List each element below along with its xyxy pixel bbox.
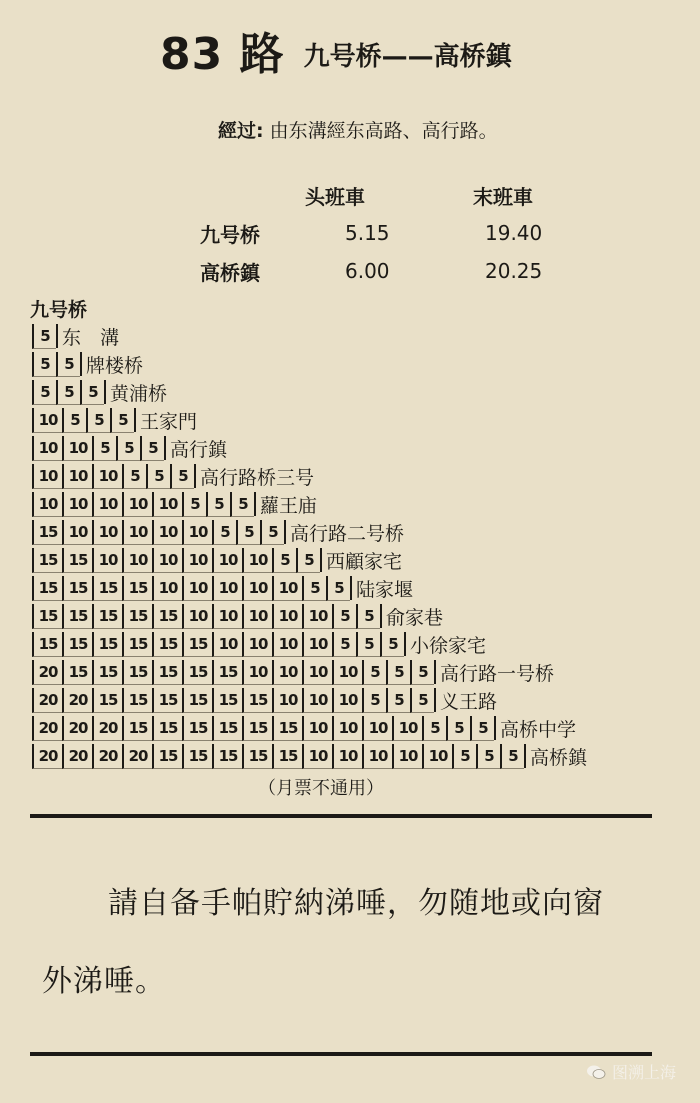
fare-row: [32, 518, 587, 546]
fare-cell: 10: [302, 688, 332, 713]
fare-cell: 10: [302, 632, 332, 657]
fare-cell: 5: [32, 324, 56, 349]
fare-stop-name: 义王路: [434, 688, 497, 712]
fare-cell: 5: [62, 408, 86, 433]
fare-cell: 10: [272, 688, 302, 713]
fare-row: [32, 602, 587, 630]
fare-row: [32, 714, 587, 742]
fare-cell: 10: [332, 660, 362, 685]
fare-cell: 10: [152, 520, 182, 545]
fare-cell: 10: [122, 520, 152, 545]
fare-cell: 10: [92, 520, 122, 545]
route-number: 83 路: [160, 29, 285, 80]
fare-cell: 15: [62, 632, 92, 657]
fare-row: [32, 574, 587, 602]
fare-cell: 10: [242, 604, 272, 629]
fare-cell: 10: [212, 632, 242, 657]
fare-cell: 5: [206, 492, 230, 517]
fare-cell: 5: [56, 380, 80, 405]
last-bus-time: 19.40: [485, 221, 543, 245]
fare-cell: 10: [182, 576, 212, 601]
fare-cell: 5: [356, 632, 380, 657]
first-bus-time: 5.15: [345, 221, 390, 245]
fare-cell: 5: [140, 436, 164, 461]
fare-cell: 10: [212, 548, 242, 573]
fare-cell: 15: [182, 660, 212, 685]
fare-cell: 10: [242, 548, 272, 573]
fare-cell: 15: [122, 716, 152, 741]
fare-stop-name: 俞家巷: [380, 604, 443, 628]
fare-cell: 5: [56, 352, 80, 377]
fare-cell: 10: [362, 744, 392, 769]
schedule-row: [200, 214, 595, 252]
fare-cell: 5: [122, 464, 146, 489]
watermark-text: 图溯上海: [611, 1063, 676, 1082]
fare-cell: 5: [116, 436, 140, 461]
fare-cell: 10: [62, 464, 92, 489]
fare-cell: 5: [212, 520, 236, 545]
fare-cell: 10: [242, 632, 272, 657]
fare-row: [32, 658, 587, 686]
schedule-stop: 高桥鎮: [200, 260, 260, 285]
fare-cell: 15: [62, 548, 92, 573]
fare-cell: 10: [32, 436, 62, 461]
fare-cell: 10: [302, 716, 332, 741]
fare-stop-name: 黄浦桥: [104, 380, 167, 404]
fare-cell: 15: [182, 688, 212, 713]
fare-start-stop: 九号桥: [30, 299, 88, 321]
fare-cell: 5: [296, 548, 320, 573]
fare-row: [32, 462, 587, 490]
fare-cell: 15: [212, 660, 242, 685]
fare-cell: 15: [32, 576, 62, 601]
fare-cell: 10: [362, 716, 392, 741]
fare-cell: 5: [362, 660, 386, 685]
fare-cell: 5: [236, 520, 260, 545]
fare-cell: 5: [500, 744, 524, 769]
via-label: 經过:: [218, 120, 264, 142]
fare-cell: 15: [182, 716, 212, 741]
fare-cell: 20: [62, 744, 92, 769]
fare-stop-name: 高行路桥三号: [194, 464, 314, 488]
fare-cell: 5: [356, 604, 380, 629]
slogan-line-2: 外涕唾。: [42, 964, 166, 999]
fare-cell: 20: [122, 744, 152, 769]
fare-cell: 5: [32, 380, 56, 405]
fare-cell: 20: [32, 716, 62, 741]
fare-cell: 5: [230, 492, 254, 517]
fare-cell: 20: [32, 660, 62, 685]
fare-cell: 10: [62, 436, 92, 461]
fare-cell: 10: [332, 716, 362, 741]
fare-cell: 15: [32, 632, 62, 657]
fare-cell: 5: [86, 408, 110, 433]
schedule-table: [200, 176, 595, 290]
fare-cell: 5: [476, 744, 500, 769]
fare-cell: 10: [122, 492, 152, 517]
fare-cell: 5: [386, 660, 410, 685]
fare-cell: 10: [422, 744, 452, 769]
last-bus-header: 末班車: [473, 184, 533, 209]
fare-cell: 5: [410, 660, 434, 685]
fare-stop-name: 陆家堰: [350, 576, 413, 600]
fare-cell: 15: [122, 688, 152, 713]
fare-cell: 20: [32, 688, 62, 713]
first-bus-time: 6.00: [345, 259, 390, 283]
fare-cell: 5: [80, 380, 104, 405]
fare-note: （月票不通用）: [258, 778, 384, 799]
fare-cell: 10: [92, 464, 122, 489]
fare-cell: 15: [212, 688, 242, 713]
fare-cell: 15: [242, 716, 272, 741]
fare-cell: 10: [122, 548, 152, 573]
fare-stop-name: 蘿王庙: [254, 492, 317, 516]
fare-stop-name: 牌楼桥: [80, 352, 143, 376]
fare-cell: 20: [62, 716, 92, 741]
fare-cell: 5: [470, 716, 494, 741]
fare-cell: 15: [62, 604, 92, 629]
fare-stop-name: 王家門: [134, 408, 197, 432]
fare-cell: 10: [242, 660, 272, 685]
schedule-stop: 九号桥: [200, 222, 260, 247]
route-title: [160, 18, 512, 82]
fare-cell: 5: [302, 576, 326, 601]
fare-stop-name: 高桥中学: [494, 716, 576, 740]
fare-cell: 15: [92, 632, 122, 657]
fare-cell: 10: [32, 464, 62, 489]
fare-row: [32, 742, 587, 770]
fare-cell: 5: [272, 548, 296, 573]
fare-cell: 5: [332, 604, 356, 629]
route-span: 九号桥——高桥鎮: [303, 42, 512, 72]
fare-table: [32, 322, 587, 770]
fare-cell: 10: [302, 660, 332, 685]
fare-cell: 10: [302, 604, 332, 629]
fare-cell: 5: [422, 716, 446, 741]
fare-cell: 15: [152, 660, 182, 685]
fare-row: [32, 406, 587, 434]
fare-cell: 15: [152, 604, 182, 629]
fare-cell: 5: [110, 408, 134, 433]
fare-cell: 10: [182, 604, 212, 629]
fare-cell: 15: [32, 604, 62, 629]
fare-cell: 10: [272, 632, 302, 657]
fare-cell: 5: [32, 352, 56, 377]
fare-cell: 15: [152, 688, 182, 713]
fare-cell: 5: [380, 632, 404, 657]
fare-cell: 10: [302, 744, 332, 769]
first-bus-header: 头班車: [305, 184, 365, 209]
fare-cell: 5: [446, 716, 470, 741]
fare-cell: 5: [146, 464, 170, 489]
fare-cell: 10: [272, 604, 302, 629]
fare-row: [32, 378, 587, 406]
via-text: 由东溝經东高路、高行路。: [269, 120, 498, 142]
fare-cell: 5: [92, 436, 116, 461]
fare-cell: 15: [92, 576, 122, 601]
fare-cell: 15: [242, 688, 272, 713]
fare-cell: 15: [182, 744, 212, 769]
fare-cell: 10: [152, 548, 182, 573]
divider-top: [30, 814, 652, 818]
fare-cell: 10: [152, 492, 182, 517]
fare-cell: 15: [122, 660, 152, 685]
fare-row: [32, 322, 587, 350]
fare-cell: 20: [62, 688, 92, 713]
fare-cell: 5: [326, 576, 350, 601]
fare-cell: 10: [182, 520, 212, 545]
fare-row: [32, 490, 587, 518]
fare-stop-name: 小徐家宅: [404, 632, 486, 656]
fare-stop-name: 高行鎮: [164, 436, 227, 460]
wechat-icon: [586, 1064, 606, 1080]
fare-cell: 20: [92, 716, 122, 741]
fare-cell: 15: [92, 604, 122, 629]
fare-cell: 10: [212, 576, 242, 601]
fare-cell: 15: [62, 660, 92, 685]
fare-cell: 15: [122, 604, 152, 629]
fare-row: [32, 434, 587, 462]
fare-cell: 15: [212, 744, 242, 769]
fare-cell: 15: [272, 744, 302, 769]
fare-cell: 5: [332, 632, 356, 657]
schedule-row: [200, 252, 595, 290]
fare-stop-name: 高行路二号桥: [284, 520, 404, 544]
fare-cell: 10: [32, 408, 62, 433]
fare-cell: 15: [242, 744, 272, 769]
watermark: [586, 1060, 676, 1083]
fare-row: [32, 546, 587, 574]
fare-cell: 5: [260, 520, 284, 545]
fare-cell: 10: [332, 688, 362, 713]
fare-cell: 15: [62, 576, 92, 601]
fare-cell: 10: [92, 492, 122, 517]
fare-cell: 5: [410, 688, 434, 713]
schedule-header: [200, 176, 595, 214]
fare-cell: 10: [242, 576, 272, 601]
route-via: [218, 116, 498, 143]
fare-cell: 10: [272, 576, 302, 601]
fare-cell: 15: [212, 716, 242, 741]
fare-cell: 15: [32, 548, 62, 573]
fare-cell: 10: [392, 744, 422, 769]
slogan-line-1: 請自备手帕貯納涕唾，勿随地或向窗: [108, 886, 604, 921]
fare-cell: 10: [272, 660, 302, 685]
fare-cell: 15: [32, 520, 62, 545]
fare-cell: 10: [62, 492, 92, 517]
fare-cell: 5: [182, 492, 206, 517]
fare-cell: 10: [212, 604, 242, 629]
fare-cell: 5: [386, 688, 410, 713]
fare-cell: 15: [152, 744, 182, 769]
fare-cell: 20: [92, 744, 122, 769]
fare-cell: 15: [272, 716, 302, 741]
fare-cell: 15: [92, 688, 122, 713]
fare-cell: 10: [152, 576, 182, 601]
fare-cell: 10: [182, 548, 212, 573]
fare-cell: 15: [152, 716, 182, 741]
fare-cell: 10: [92, 548, 122, 573]
fare-stop-name: 东 溝: [56, 324, 119, 348]
fare-cell: 15: [122, 576, 152, 601]
fare-stop-name: 西顧家宅: [320, 548, 402, 572]
fare-stop-name: 高行路一号桥: [434, 660, 554, 684]
fare-cell: 20: [32, 744, 62, 769]
last-bus-time: 20.25: [485, 259, 543, 283]
fare-cell: 10: [62, 520, 92, 545]
fare-cell: 15: [122, 632, 152, 657]
fare-cell: 5: [170, 464, 194, 489]
fare-cell: 15: [152, 632, 182, 657]
fare-cell: 5: [362, 688, 386, 713]
fare-cell: 15: [182, 632, 212, 657]
fare-cell: 15: [92, 660, 122, 685]
fare-cell: 10: [32, 492, 62, 517]
fare-row: [32, 686, 587, 714]
fare-stop-name: 高桥鎮: [524, 744, 587, 768]
fare-cell: 10: [332, 744, 362, 769]
fare-cell: 5: [452, 744, 476, 769]
fare-row: [32, 350, 587, 378]
fare-cell: 10: [392, 716, 422, 741]
divider-bottom: [30, 1052, 652, 1056]
fare-row: [32, 630, 587, 658]
